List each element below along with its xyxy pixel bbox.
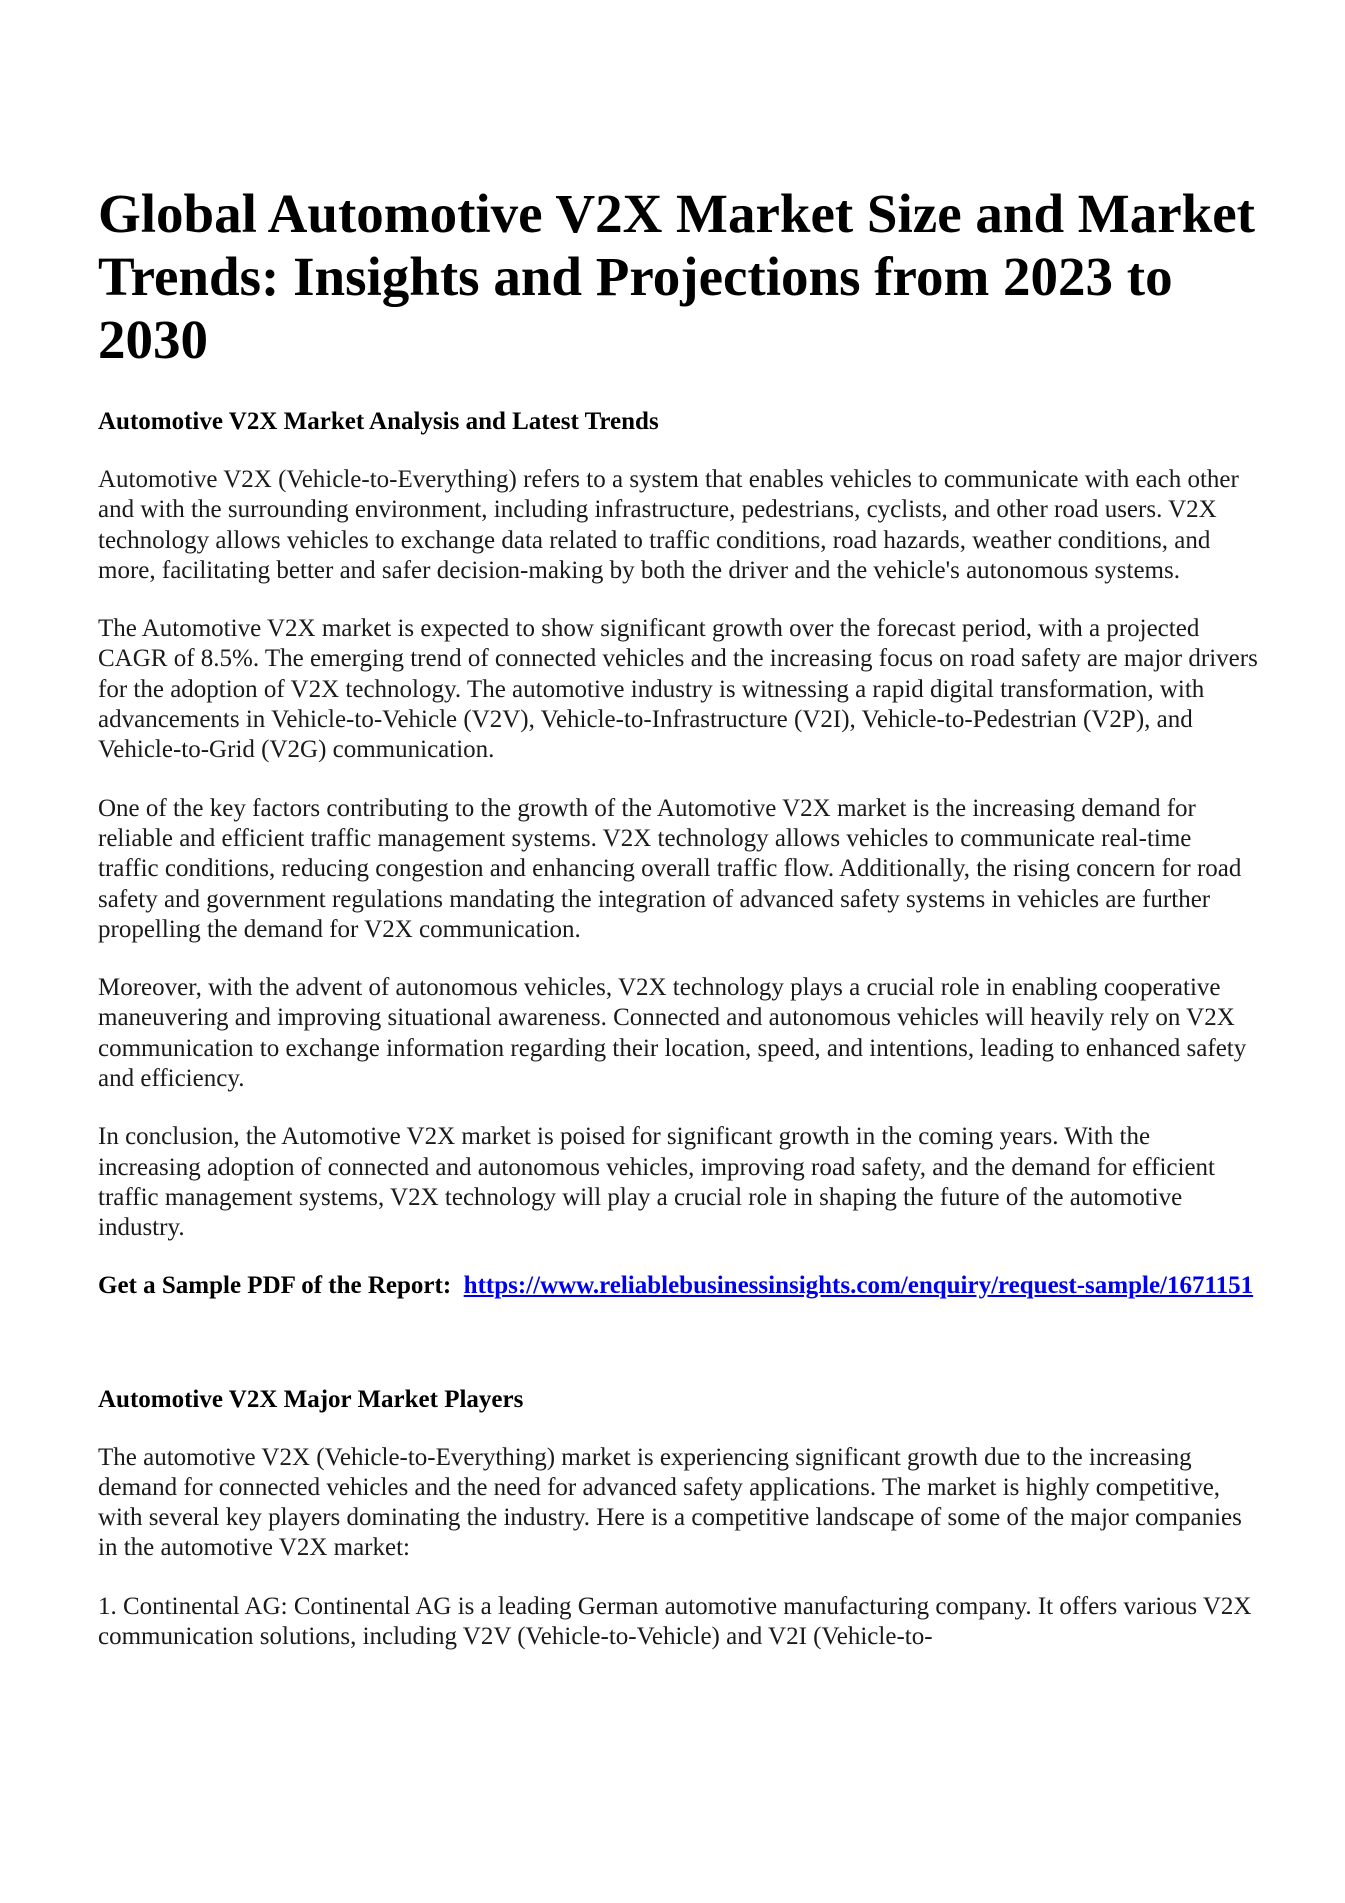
spacer — [98, 1094, 1258, 1122]
section-heading-players: Automotive V2X Major Market Players — [98, 1385, 524, 1413]
paragraph-autonomous: Moreover, with the advent of autonomous vehicles, V2X technology plays a crucial role in enabling cooperative maneuvering and improving situational awareness. Connected and autonomous vehicles will heavily rely on V2X communication to exchange information regarding their location, speed, and intentions, leading to enhanced safety and efficiency. — [98, 974, 1247, 1093]
sample-pdf-label: Get a Sample PDF of the Report: — [98, 1271, 452, 1299]
page-title: Global Automotive V2X Market Size and Market Trends: Insights and Projections from 2023 to 2030 — [98, 183, 1255, 370]
spacer — [98, 586, 1258, 614]
paragraph-definition: Automotive V2X (Vehicle-to-Everything) refers to a system that enables vehicles to communicate with each other and with the surrounding environment, including infrastructure, pedestrians, cyclists, and other road users. V2X technology allows vehicles to exchange data related to traffic conditions, road hazards, weather conditions, and more, facilitating better and safer decision-making by both the driver and the vehicle's autonomous systems. — [98, 466, 1239, 584]
spacer — [98, 945, 1258, 973]
paragraph-key-factors: One of the key factors contributing to the growth of the Automotive V2X market is the increasing demand for reliable and efficient traffic management systems. V2X technology allows vehicles to communicate real-time traffic conditions, reducing congestion and enhancing overall traffic flow. Additionally, the rising concern for road safety and government regulations mandating the integration of advanced safety systems in vehicles are further propelling the demand for V2X communication. — [98, 794, 1242, 943]
spacer — [98, 437, 1258, 465]
document-page — [98, 182, 1258, 1652]
spacer — [98, 1300, 1258, 1385]
spacer — [98, 1244, 1258, 1272]
sample-pdf-link[interactable]: https://www.reliablebusinessinsights.com/enquiry/request-sample/1671151 — [463, 1271, 1254, 1299]
spacer — [98, 1564, 1258, 1592]
spacer — [98, 1415, 1258, 1443]
spacer — [98, 371, 1258, 407]
section-heading-analysis: Automotive V2X Market Analysis and Latest Trends — [98, 408, 659, 435]
sample-pdf-cta — [98, 1272, 1258, 1300]
spacer — [98, 766, 1258, 794]
paragraph-conclusion: In conclusion, the Automotive V2X market is poised for significant growth in the coming years. With the increasing adoption of connected and autonomous vehicles, improving road safety, and the demand for efficient traffic management systems, V2X technology will play a crucial role in shaping the future of the automotive industry. — [98, 1123, 1216, 1242]
paragraph-players-intro: The automotive V2X (Vehicle-to-Everything) market is experiencing significant growth due to the increasing demand for connected vehicles and the need for advanced safety applications. The market is highly competitive, with several key players dominating the industry. Here is a competitive landscape of some of the major companies in the automotive V2X market: — [98, 1443, 1242, 1562]
list-item-continental: 1. Continental AG: Continental AG is a leading German automotive manufacturing company. It offers various V2X communication solutions, including V2V (Vehicle-to-Vehicle) and V2I (Vehicle-to- — [98, 1592, 1252, 1651]
paragraph-growth: The Automotive V2X market is expected to show significant growth over the forecast period, with a projected CAGR of 8.5%. The emerging trend of connected vehicles and the increasing focus on road safety are major drivers for the adoption of V2X technology. The automotive industry is witnessing a rapid digital transformation, with advancements in Vehicle-to-Vehicle (V2V), Vehicle-to-Infrastructure (V2I), Vehicle-to-Pedestrian (V2P), and Vehicle-to-Grid (V2G) communication. — [98, 615, 1258, 764]
